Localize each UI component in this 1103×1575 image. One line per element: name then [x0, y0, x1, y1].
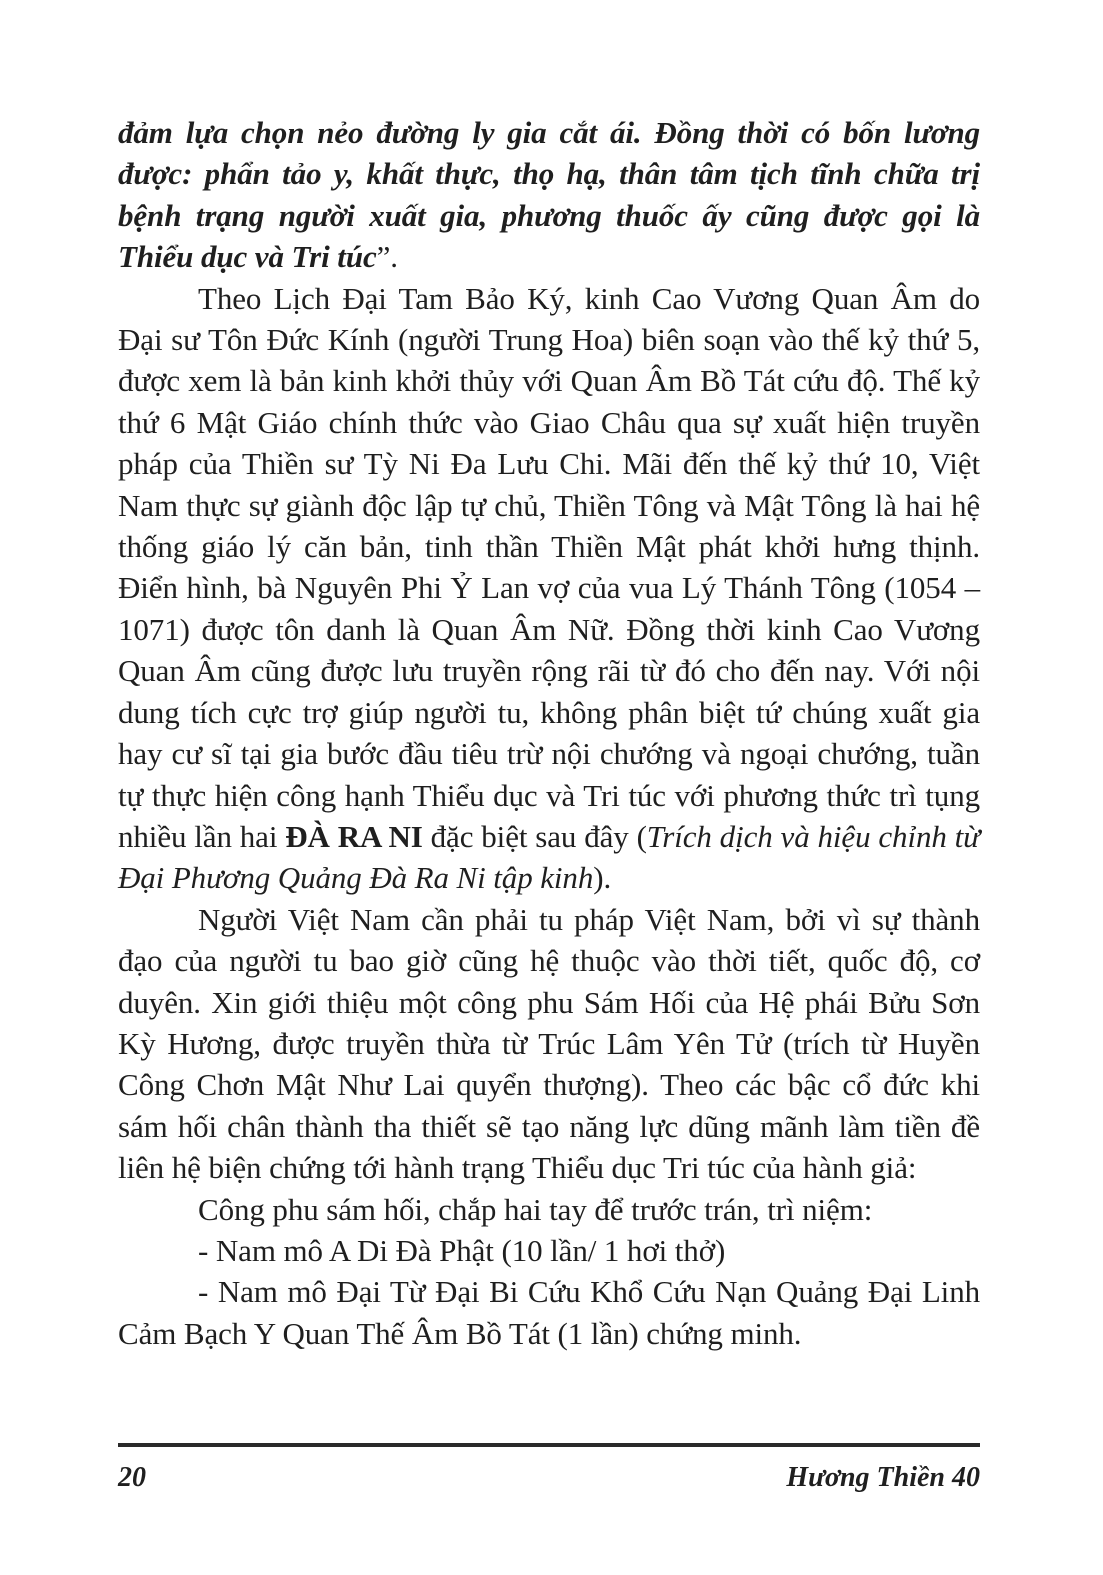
publication-title: Hương Thiền 40: [786, 1462, 980, 1493]
page-footer: [118, 1458, 980, 1498]
paragraph-history: [118, 278, 980, 899]
paragraph-history-mid: đặc biệt sau đây (: [430, 818, 647, 854]
paragraph-history-text: Theo Lịch Đại Tam Bảo Ký, kinh Cao Vương Quan Âm do Đại sư Tôn Đức Kính (người Trung Hoa) biên soạn vào thế kỷ thứ 5, được xem là bản kinh khởi thủy với Quan Âm Bồ Tát cứu độ. Thế kỷ thứ 6 Mật Giáo chính thức vào Giao Châu qua sự xuất hiện truyền pháp của Thiền sư Tỳ Ni Đa Lưu Chi. Mãi đến thế kỷ thứ 10, Việt Nam thực sự giành độc lập tự chủ, Thiền Tông và Mật Tông là hai hệ thống giáo lý căn bản, tinh thần Thiền Mật phát khởi hưng thịnh. Điển hình, bà Nguyên Phi Ỷ Lan vợ của vua Lý Thánh Tông (1054 – 1071) được tôn danh là Quan Âm Nữ. Đồng thời kinh Cao Vương Quan Âm cũng được lưu truyền rộng rãi từ đó cho đến nay. Với nội dung tích cực trợ giúp người tu, không phân biệt tứ chúng xuất gia hay cư sĩ tại gia bước đầu tiêu trừ nội chướng và ngoại chướng, tuần tự thực hiện công hạnh Thiểu dục và Tri túc với phương thức trì tụng nhiều lần hai: [118, 280, 980, 854]
page-content: [118, 112, 980, 1562]
quote-text: đảm lựa chọn nẻo đường ly gia cắt ái. Đồng thời có bốn lương được: phẩn tảo y, khất thực, thọ hạ, thân tâm tịch tĩnh chữa trị bệnh trạng người xuất gia, phương thuốc ấy cũng được gọi là Thiểu dục và Tri túc: [118, 115, 980, 275]
page-number: 20: [118, 1462, 146, 1493]
quote-end: ”.: [376, 239, 398, 275]
paragraph-practice: Người Việt Nam cần phải tu pháp Việt Nam, bởi vì sự thành đạo của người tu bao giờ cũng hệ thuộc vào thời tiết, quốc độ, cơ duyên. Xin giới thiệu một công phu Sám Hối của Hệ phái Bửu Sơn Kỳ Hương, được truyền thừa từ Trúc Lâm Yên Tử (trích từ Huyền Công Chơn Mật Như Lai quyển thượng). Theo các bậc cổ đức khi sám hối chân thành tha thiết sẽ tạo năng lực dũng mãnh làm tiền đề liên hệ biện chứng tới hành trạng Thiểu dục Tri túc của hành giả:: [118, 901, 980, 1186]
footer-divider: [118, 1443, 980, 1447]
dharani-label: ĐÀ RA NI: [285, 818, 423, 854]
list-item-chant-2: - Nam mô Đại Từ Đại Bi Cứu Khổ Cứu Nạn Quảng Đại Linh Cảm Bạch Y Quan Thế Âm Bồ Tát (1 lần) chứng minh.: [118, 1274, 980, 1351]
source-citation: Trích dịch và hiệu chỉnh từ Đại Phương Quảng Đà Ra Ni tập kinh: [118, 818, 980, 896]
paragraph-history-end: ).: [593, 860, 612, 896]
quote-paragraph: [118, 112, 980, 278]
paragraph-instruction: Công phu sám hối, chắp hai tay để trước trán, trì niệm:: [198, 1191, 873, 1227]
list-item-chant-1: - Nam mô A Di Đà Phật (10 lần/ 1 hơi thở): [198, 1232, 726, 1268]
